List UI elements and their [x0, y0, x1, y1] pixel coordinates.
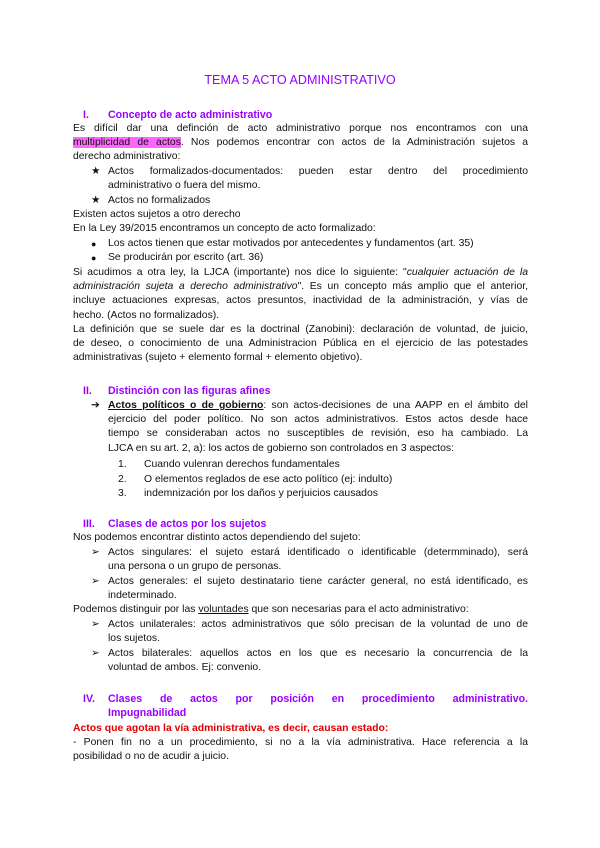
text-line: Actos unilaterales: actos administrativos que sólo precisan de la voluntad de uno de [108, 619, 528, 630]
text-line: incluye actuaciones expresas, actos presuntos, inactividad de la administración, y vías de [73, 295, 528, 307]
list-item: indemnización por los daños y perjuicios causados [144, 488, 378, 499]
text-span: Podemos distinguir por las [73, 604, 199, 615]
section-title: Distinción con las figuras afines [108, 385, 271, 397]
text-line: La definición que se suele dar es la doctrinal (Zanobini): declaración de voluntad, de juicio, [73, 324, 528, 335]
text-line: Los actos tienen que estar motivados por antecedentes y fundamentos (art. 35) [108, 238, 474, 249]
text-line: administrativo o fuera del mismo. [108, 180, 261, 192]
text-line [108, 399, 528, 413]
text-line: Impugnabilidad [108, 707, 187, 720]
section-title [108, 692, 528, 720]
text-span: que son necesarias para el acto administrativo: [248, 604, 469, 615]
text-line: administrativas (sujeto + elemento formal + elemento objetivo). [73, 352, 363, 364]
text-line: ejercicio del poder político. No son actos administrativos. Estos actos desde hace [108, 414, 528, 426]
text-line: posibilidad o no de acudir a juicio. [73, 751, 229, 763]
section-heading-2 [73, 384, 528, 398]
triangle-bullet-icon: ➢ [91, 619, 100, 630]
text-line: Actos singulares: el sujeto estará identificado o identificable (determminado), será [108, 547, 528, 558]
text-line: Clases de actos por posición en procedimiento administrativo. [108, 693, 528, 705]
text-line: Se producirán por escrito (art. 36) [108, 252, 264, 263]
paragraph [73, 122, 528, 165]
arrow-bullet-icon: ➔ [91, 400, 100, 411]
text-line: Actos bilaterales: aquellos actos en los que es necesario la concurrencia de la [108, 648, 528, 659]
red-subheading: Actos que agotan la vía administrativa, es decir, causan estado: [73, 723, 389, 734]
text-line: En la Ley 39/2015 encontramos un concepto de acto formalizado: [73, 223, 376, 235]
paragraph [73, 722, 528, 765]
list-number: 2. [118, 474, 127, 485]
text-span: ". Es un concepto más amplio que el anterior, [297, 281, 529, 293]
section-number: III. [83, 518, 95, 530]
paragraph [73, 208, 528, 236]
text-line [73, 136, 528, 150]
highlighted-text: multiplicidad de actos [73, 137, 181, 149]
list-item [108, 546, 528, 574]
text-line [73, 603, 528, 617]
underlined-text: voluntades [198, 604, 249, 615]
section-heading-4 [73, 692, 528, 720]
text-line: indeterminado. [108, 590, 177, 602]
dot-bullet-icon: ● [91, 239, 97, 249]
text-line [73, 280, 528, 294]
quoted-text: administración sujeta a derecho administrativo [73, 281, 298, 293]
text-line: Actos generales: el sujeto destinatario tiene carácter general, no está identificado, es [108, 576, 528, 587]
section-heading-1 [73, 108, 528, 122]
text-line: una persona o un grupo de personas. [108, 561, 282, 573]
text-line: Actos no formalizados [108, 195, 211, 206]
text-line: los sujetos. [108, 633, 160, 645]
section-heading-3 [73, 517, 528, 531]
text-span: Si acudimos a otra ley, la LJCA (importante) nos dice lo siguiente: " [73, 267, 407, 278]
triangle-bullet-icon: ➢ [91, 547, 100, 558]
section-title: Clases de actos por los sujetos [108, 518, 267, 530]
section-title: Concepto de acto administrativo [108, 109, 273, 121]
list-item [108, 165, 528, 193]
page-title: TEMA 5 ACTO ADMINISTRATIVO [204, 73, 396, 87]
star-bullet-icon: ★ [91, 195, 101, 206]
list-item [108, 194, 528, 208]
paragraph [73, 266, 528, 323]
list-number: 1. [118, 459, 127, 470]
list-item [108, 647, 528, 675]
text-line: derecho administrativo: [73, 151, 181, 163]
triangle-bullet-icon: ➢ [91, 648, 100, 659]
bold-term: Actos políticos o de gobierno [108, 400, 264, 411]
text-line: tiempo se consideraban actos no susceptibles de revisión, eso ha cambiado. La [108, 428, 528, 440]
text-span: : son actos-decisiones de una AAPP en el ámbito del [263, 400, 528, 411]
paragraph [73, 531, 528, 545]
text-line: de deseo, o conocimiento de una Administracion Pública en el ejercicio de las potestades [73, 338, 528, 350]
text-line: Es difícil dar una definción de acto administrativo porque nos encontramos con una [73, 123, 528, 134]
text-line: LJCA en su art. 2, a): los actos de gobierno son controlados en 3 aspectos: [108, 442, 454, 454]
list-item [108, 575, 528, 603]
list-item [108, 399, 528, 456]
dot-bullet-icon: ● [91, 253, 97, 263]
quoted-text: cualquier actuación de la [406, 267, 529, 278]
section-number: II. [83, 385, 92, 397]
text-span: . Nos podemos encontrar con actos de la Administración sujetos a [180, 137, 528, 149]
text-line: Actos formalizados-documentados: pueden estar dentro del procedimiento [108, 166, 528, 177]
triangle-bullet-icon: ➢ [91, 576, 100, 587]
list-number: 3. [118, 488, 127, 499]
list-item [108, 251, 528, 265]
text-line [73, 266, 528, 280]
text-line: - Ponen fin no a un procedimiento, si no a la vía administrativa. Hace referencia a la [73, 737, 528, 749]
text-line: Nos podemos encontrar distinto actos dependiendo del sujeto: [73, 532, 361, 543]
text-line: hecho. (Actos no formalizados). [73, 309, 220, 321]
text-line: Existen actos sujetos a otro derecho [73, 209, 241, 220]
paragraph [73, 323, 528, 366]
star-bullet-icon: ★ [91, 166, 101, 177]
text-line: voluntad de ambos. Ej: convenio. [108, 662, 262, 674]
list-item [108, 237, 528, 251]
list-item [108, 618, 528, 646]
section-number: IV. [83, 693, 95, 705]
list-item: O elementos reglados de ese acto político (ej: indulto) [144, 474, 393, 485]
paragraph [73, 603, 528, 617]
list-item: Cuando vulenran derechos fundamentales [144, 459, 340, 470]
section-number: I. [83, 109, 89, 121]
